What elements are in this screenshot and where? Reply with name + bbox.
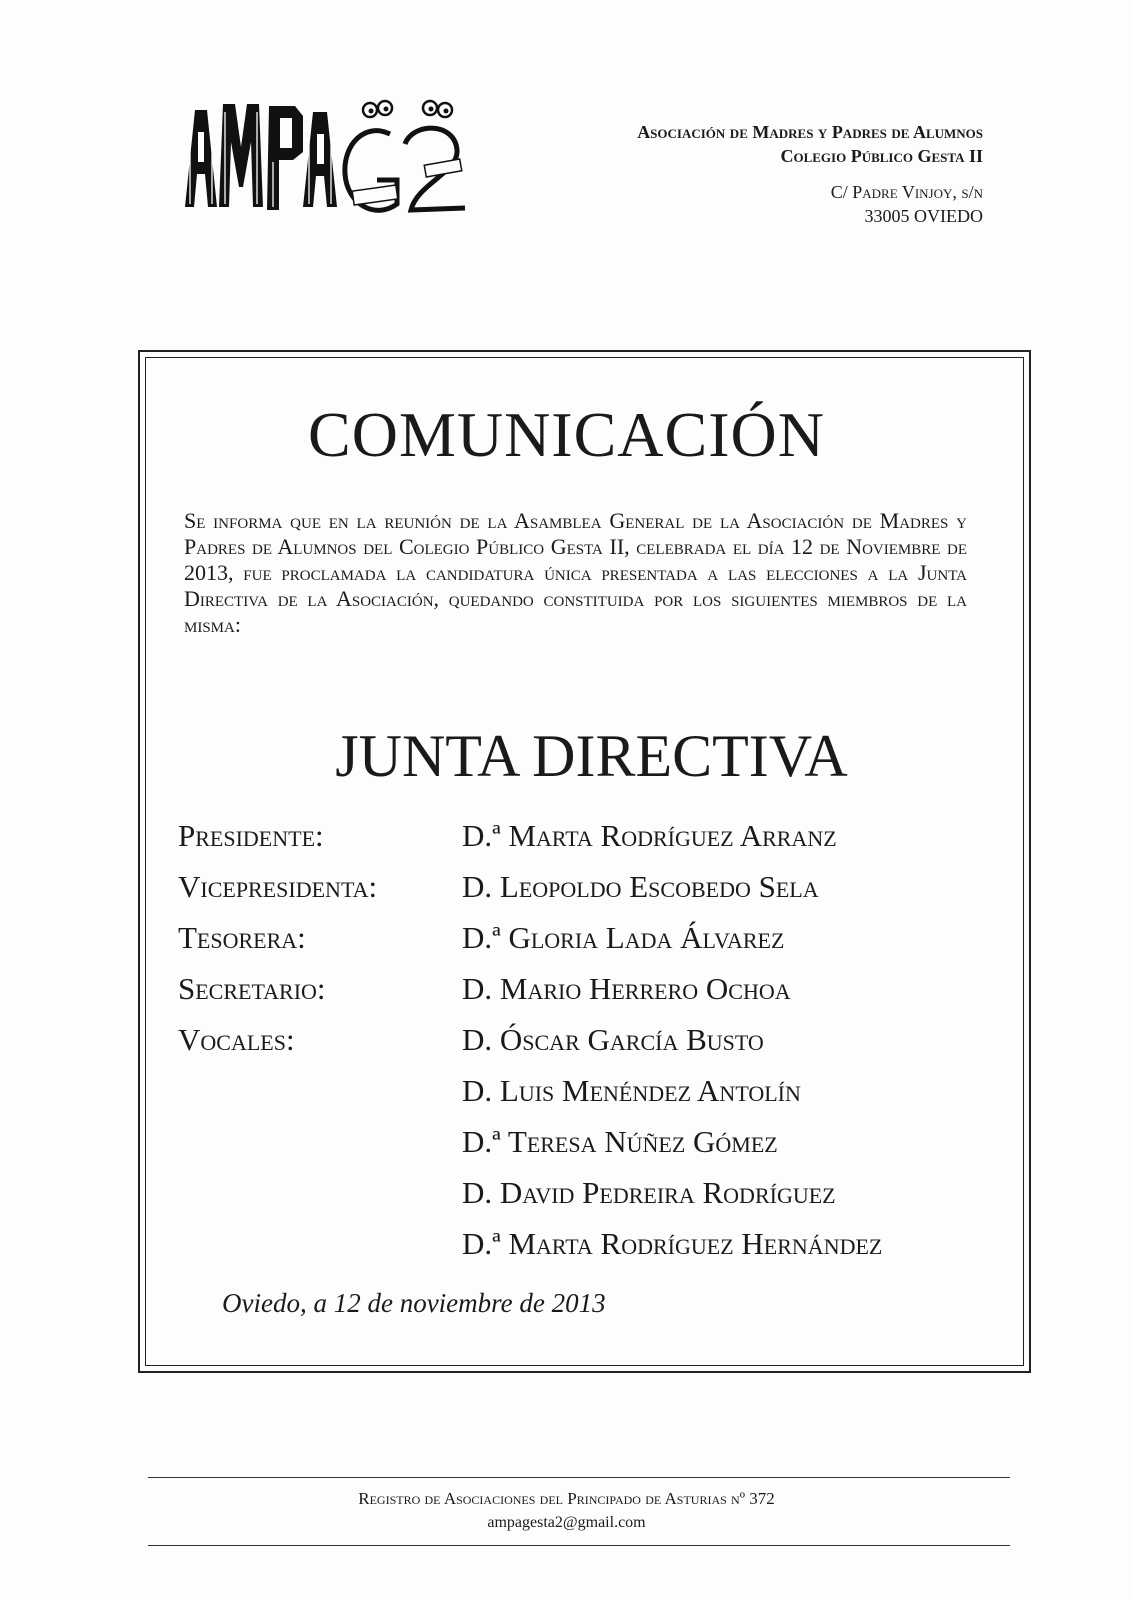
member-name: D.ª Marta Rodríguez Arranz (462, 818, 837, 853)
board-member-row (178, 916, 998, 967)
board-member-row (178, 1120, 998, 1171)
board-title: JUNTA DIRECTIVA (335, 723, 848, 789)
member-name: D. David Pedreira Rodríguez (462, 1175, 836, 1210)
board-member-row (178, 967, 998, 1018)
member-role: Vocales: (178, 1022, 295, 1057)
organization-line-2: Colegio Público Gesta II (780, 146, 983, 166)
member-name: D. Leopoldo Escobedo Sela (462, 869, 819, 904)
address-street: C/ Padre Vinjoy, s/n (830, 182, 983, 202)
board-member-row (178, 1069, 998, 1120)
member-role: Tesorera: (178, 920, 306, 955)
member-role: Vicepresidenta: (178, 869, 378, 904)
board-member-row (178, 814, 998, 865)
member-name: D.ª Teresa Núñez Gómez (462, 1124, 778, 1159)
board-member-row (178, 1222, 998, 1273)
contact-email: ampagesta2@gmail.com (487, 1514, 646, 1531)
member-role: Secretario: (178, 971, 326, 1006)
member-name: D. Óscar García Busto (462, 1022, 764, 1057)
board-member-row (178, 1018, 998, 1069)
footer-bottom-rule (148, 1545, 1010, 1546)
footer (0, 1487, 1133, 1535)
announcement-body: Se informa que en la reunión de la Asamblea General de la Asociación de Madres y Padres de Alumnos del Colegio Público Gesta II, celebrada el día 12 de Noviembre de 2013, fue proclamada la candidatura única presentada a las elecciones a la Junta Directiva de la Asociación, quedando constituida por los siguientes miembros de la misma: (184, 508, 967, 637)
board-members-list (178, 814, 998, 1273)
address-city: 33005 OVIEDO (864, 206, 983, 226)
footer-top-rule (148, 1477, 1010, 1478)
member-name: D. Luis Menéndez Antolín (462, 1073, 801, 1108)
board-member-row (178, 865, 998, 916)
organization-line-1: Asociación de Madres y Padres de Alumnos (637, 122, 983, 142)
member-role: Presidente: (178, 818, 324, 853)
ampa-g2-logo (185, 92, 485, 237)
board-member-row (178, 1171, 998, 1222)
member-name: D.ª Gloria Lada Álvarez (462, 920, 785, 955)
organization-address (831, 180, 983, 228)
place-and-date: Oviedo, a 12 de noviembre de 2013 (222, 1288, 606, 1318)
member-name: D. Mario Herrero Ochoa (462, 971, 791, 1006)
member-name: D.ª Marta Rodríguez Hernández (462, 1226, 883, 1261)
registry-text: Registro de Asociaciones del Principado de Asturias nº 372 (358, 1489, 775, 1508)
announcement-title: COMUNICACIÓN (308, 399, 825, 470)
organization-name (637, 120, 983, 168)
